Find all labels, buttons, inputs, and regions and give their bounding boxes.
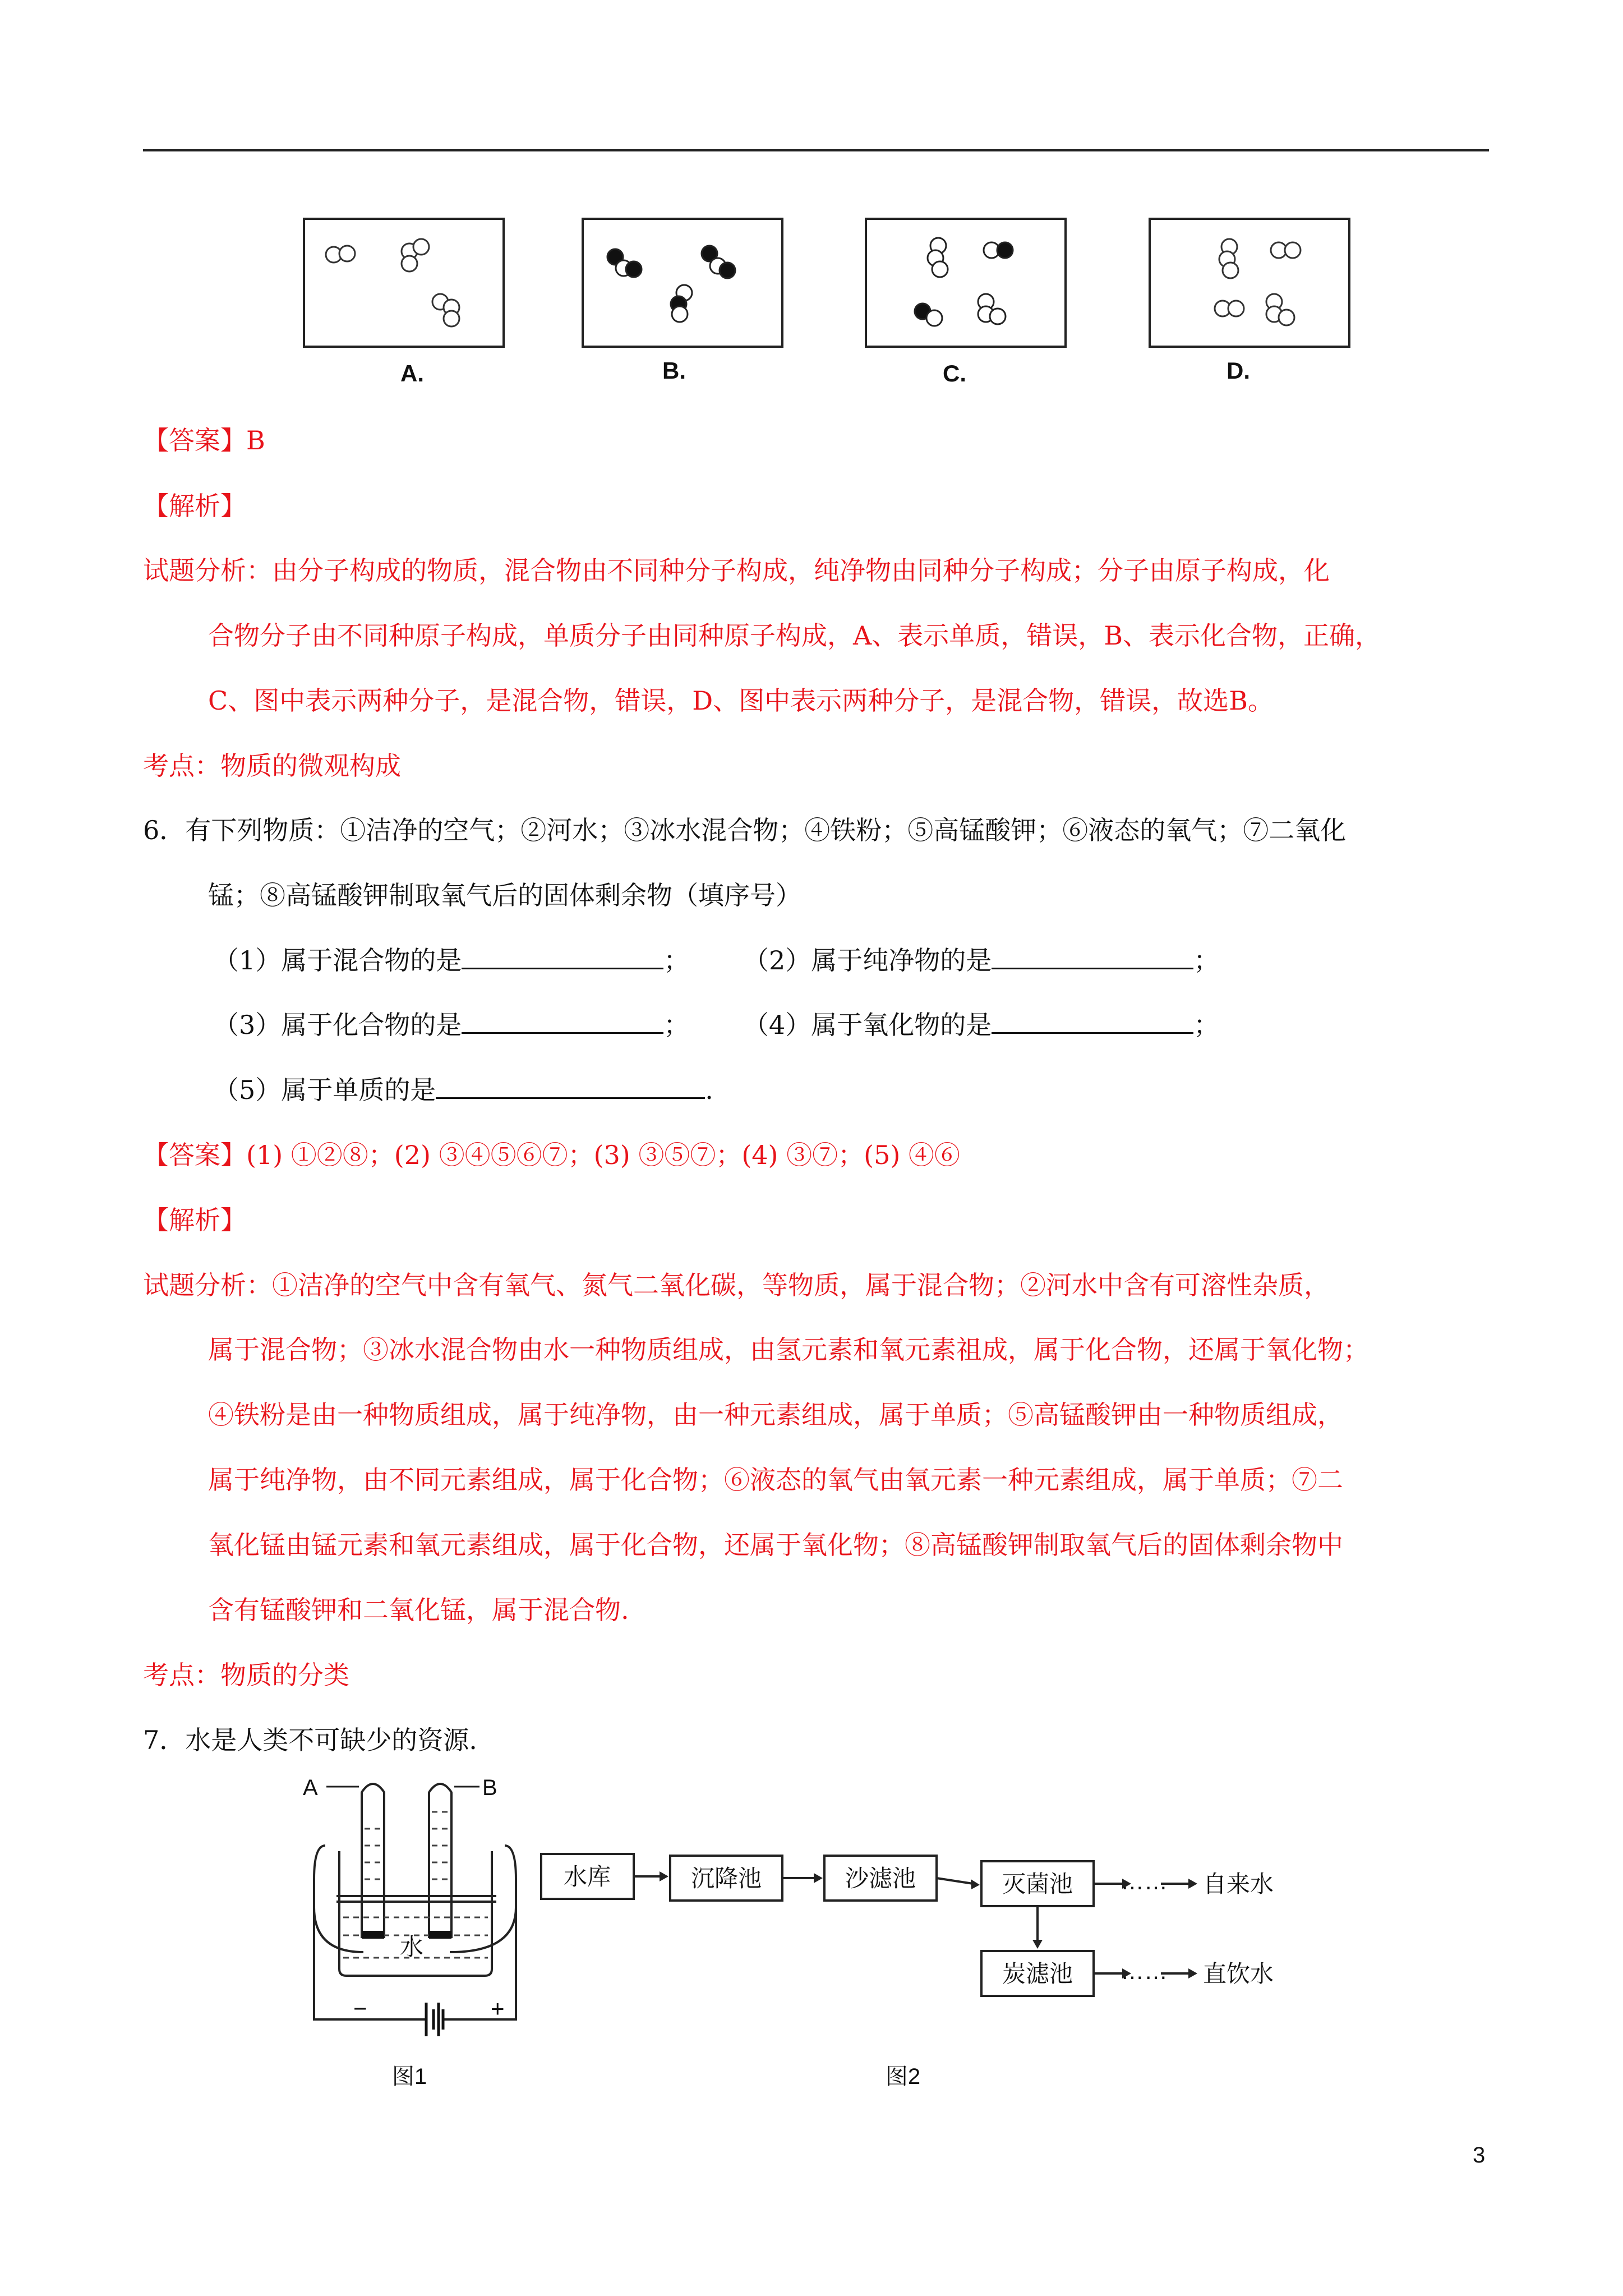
fig1-water-label: 水 [400, 1934, 424, 1960]
q5-analysis-line-3: C、图中表示两种分子，是混合物，错误，D、图中表示两种分子，是混合物，错误，故选B。 [208, 685, 1274, 716]
q6-stem-line-2: 锰；⑧高锰酸钾制取氧气后的固体剩余物（填序号） [208, 880, 801, 910]
option-a-label: A. [400, 360, 424, 386]
q6-blank-1[interactable] [462, 945, 663, 969]
molecule-options-figure [292, 208, 1368, 398]
q5-analysis-heading: 【解析】 [143, 491, 246, 521]
q7-stem: 7．水是人类不可缺少的资源. [143, 1725, 477, 1755]
output-tap-water: 自来水 [1203, 1871, 1274, 1897]
option-c-label: C. [943, 360, 966, 386]
dots-2: …… [1121, 1958, 1168, 1984]
q6-sub1: （1）属于混合物的是 ； [213, 945, 690, 976]
box-carbon-filter-label: 炭滤池 [1002, 1961, 1073, 1987]
q6-blank-4[interactable] [992, 1010, 1193, 1034]
header-rule [143, 149, 1489, 151]
q5-kaodian: 考点：物质的微观构成 [143, 751, 401, 781]
option-a-molecules [326, 239, 459, 326]
q6-sub3: （3）属于化合物的是 ； [213, 1010, 690, 1040]
q6-analysis-line-5: 氧化锰由锰元素和氧元素组成，属于化合物，还属于氧化物；⑧高锰酸钾制取氧气后的固体剩余物中 [208, 1530, 1343, 1560]
q5-answer: 【答案】B [143, 425, 265, 455]
q6-blank-5[interactable] [436, 1075, 705, 1099]
option-d-molecules [1215, 239, 1301, 325]
q6-sub2: （2）属于纯净物的是 ； [743, 945, 1220, 976]
box-reservoir-label: 水库 [563, 1864, 611, 1890]
q5-analysis-line-2: 合物分子由不同种原子构成，单质分子由同种原子构成，A、表示单质，错误，B、表示化合物，正确， [208, 620, 1381, 651]
box-sand-filter-label: 沙滤池 [845, 1865, 916, 1892]
q6-analysis-line-1: 试题分析：①洁净的空气中含有氧气、氮气二氧化碳，等物质，属于混合物；②河水中含有可溶性杂质， [143, 1270, 1330, 1300]
fig1-caption: 图1 [391, 2064, 427, 2089]
q5-analysis-line-1: 试题分析：由分子构成的物质，混合物由不同种分子构成，纯净物由同种分子构成；分子由原子构成，化 [143, 555, 1330, 586]
option-c-box [866, 219, 1066, 347]
option-b-label: B. [662, 357, 686, 384]
output-drinking-water: 直饮水 [1203, 1961, 1274, 1987]
q6-answer: 【答案】(1) ①②⑧；(2) ③④⑤⑥⑦；(3) ③⑤⑦；(4) ③⑦；(5) ④⑥ [143, 1140, 960, 1170]
q6-sub4: （4）属于氧化物的是 ； [743, 1010, 1220, 1040]
figure-2-water-treatment [538, 1851, 1340, 2092]
q6-blank-2[interactable] [992, 945, 1193, 969]
q6-analysis-heading: 【解析】 [143, 1205, 246, 1235]
page-number: 3 [1473, 2143, 1486, 2168]
option-b-box [583, 219, 782, 347]
q6-kaodian: 考点：物质的分类 [143, 1660, 349, 1690]
option-a-box [304, 219, 504, 347]
box-sterilization-label: 灭菌池 [1002, 1871, 1073, 1897]
option-b-molecules [607, 246, 735, 322]
q6-analysis-line-6: 含有锰酸钾和二氧化锰，属于混合物. [208, 1595, 629, 1625]
q6-analysis-line-3: ④铁粉是由一种物质组成，属于纯净物，由一种元素组成，属于单质；⑤高锰酸钾由一种物质组成， [208, 1400, 1343, 1430]
fig1-plus-label: + [491, 1995, 505, 2022]
option-c-molecules [915, 238, 1013, 326]
q6-analysis-line-4: 属于纯净物，由不同元素组成，属于化合物；⑥液态的氧气由氧元素一种元素组成，属于单质；⑦二 [208, 1465, 1343, 1495]
fig1-label-b: B [482, 1775, 497, 1800]
q6-blank-3[interactable] [462, 1010, 663, 1034]
fig1-label-a: A [303, 1775, 318, 1800]
fig1-minus-label: − [353, 1995, 367, 2022]
q6-sub5: （5）属于单质的是 . [213, 1075, 713, 1105]
q6-analysis-line-2: 属于混合物；③冰水混合物由水一种物质组成，由氢元素和氧元素祖成，属于化合物，还属于氧化物； [208, 1335, 1369, 1365]
fig2-caption: 图2 [885, 2064, 921, 2089]
option-d-label: D. [1227, 357, 1250, 384]
figure-1-electrolysis [292, 1767, 550, 2092]
q6-stem-line-1: 6．有下列物质：①洁净的空气；②河水；③冰水混合物；④铁粉；⑤高锰酸钾；⑥液态的氧气；⑦二氧化 [143, 815, 1347, 845]
dots-1: …… [1121, 1868, 1168, 1894]
option-d-box [1150, 219, 1349, 347]
box-settling-label: 沉降池 [690, 1865, 762, 1892]
